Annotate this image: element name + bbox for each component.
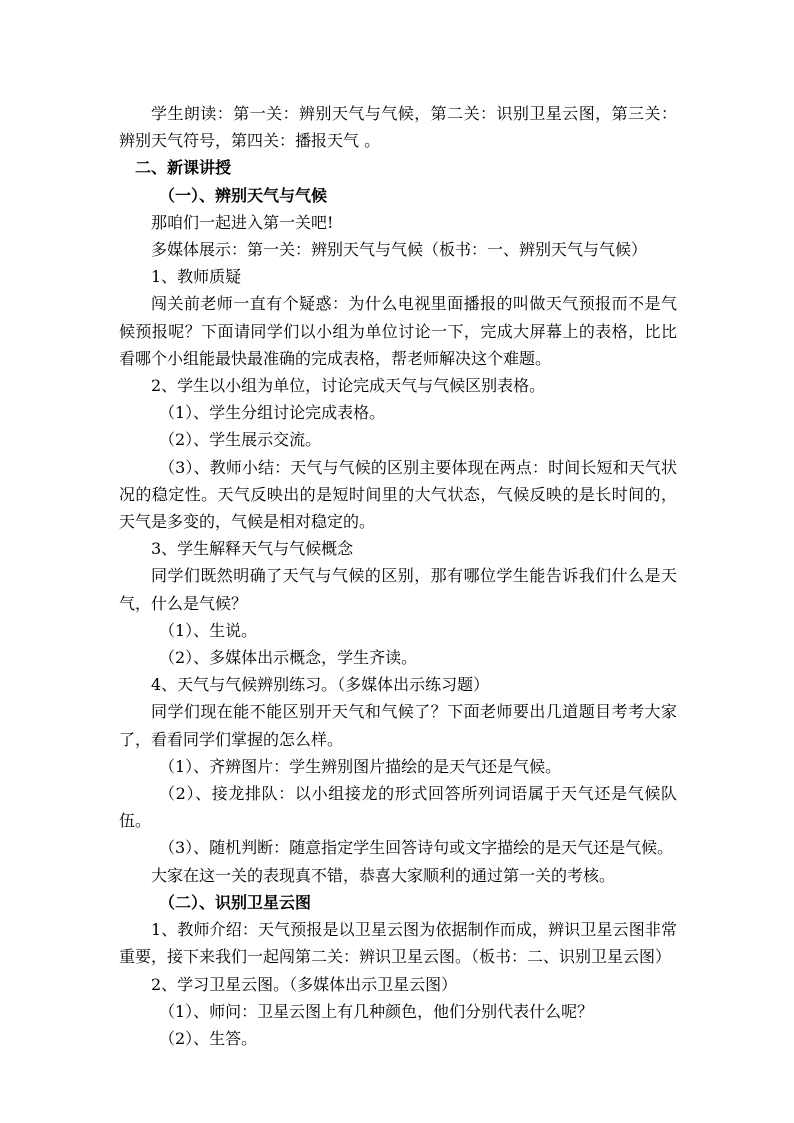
substep-student-share: （2）、学生展示交流。 xyxy=(159,430,322,450)
subsection-heading-weather-climate: （一）、辨别天气与气候 xyxy=(159,185,328,205)
substep-teacher-summary: （3）、教师小结：天气与气候的区别主要体现在两点：时间长短和天气状况的稳定性。天气反映出的是短时间里的大气状态，气候反映的是长时间的，天气是多变的，气候是相对稳定的。 xyxy=(119,457,677,532)
paragraph-teacher-doubt: 闯关前老师一直有个疑惑：为什么电视里面播报的叫做天气预报而不是气候预报呢？下面请同学们以小组为单位讨论一下，完成大屏幕上的表格，比比看哪个小组能最快最准确的完成表格，帮老师解决这个难题。 xyxy=(119,294,677,368)
document-body xyxy=(119,100,677,1052)
substep-read-concepts: （2）、多媒体出示概念，学生齐读。 xyxy=(159,648,418,668)
paragraph-1: 学生朗读：第一关：辨别天气与气候，第二关：识别卫星云图，第三关：辨别天气符号，第四关：播报天气 。 xyxy=(119,104,677,151)
paragraph-first-level-pass: 大家在这一关的表现真不错，恭喜大家顺利的通过第一关的考核。 xyxy=(151,865,616,885)
substep-random-judge: （3）、随机判断：随意指定学生回答诗句或文字描绘的是天气还是气候。 xyxy=(159,838,674,858)
step-exercise: 4、天气与气候辨别练习。（多媒体出示练习题） xyxy=(151,675,490,695)
substep-identify-pictures: （1）、齐辨图片：学生辨别图片描绘的是天气还是气候。 xyxy=(159,756,562,776)
paragraph-enter-first-level: 那咱们一起进入第一关吧! xyxy=(151,212,334,232)
subsection-heading-satellite-cloud: （二）、识别卫星云图 xyxy=(159,892,312,912)
step-teacher-question: 1、教师质疑 xyxy=(151,267,242,287)
substep-group-table: （1）、学生分组讨论完成表格。 xyxy=(159,403,386,423)
substep-relay-queue: （2）、接龙排队：以小组接龙的形式回答所列词语属于天气还是气候队伍。 xyxy=(119,784,677,831)
step-explain-concepts: 3、学生解释天气与气候概念 xyxy=(151,539,354,559)
paragraph-multimedia-first-level: 多媒体展示：第一关：辨别天气与气候（板书：一、辨别天气与气候） xyxy=(151,240,648,260)
paragraph-concept-question: 同学们既然明确了天气与气候的区别，那有哪位学生能告诉我们什么是天气，什么是气候？ xyxy=(119,566,677,613)
substep-student-answers: （2）、生答。 xyxy=(159,1028,258,1048)
section-heading-new-lesson: 二、新课讲授 xyxy=(135,158,232,178)
step-teacher-intro: 1、教师介绍：天气预报是以卫星云图为依据制作而成，辨识卫星云图非常重要，接下来我们一起闯第二关：辨识卫星云图。（板书：二、识别卫星云图） xyxy=(119,920,677,967)
substep-student-says: （1）、生说。 xyxy=(159,620,258,640)
step-group-discussion: 2、学生以小组为单位，讨论完成天气与气候区别表格。 xyxy=(151,376,546,396)
step-learn-cloud-image: 2、学习卫星云图。（多媒体出示卫星云图） xyxy=(151,974,458,994)
substep-teacher-asks: （1）、师问：卫星云图上有几种颜色，他们分别代表什么呢？ xyxy=(159,1001,594,1021)
paragraph-exercise-intro: 同学们现在能不能区别开天气和气候了？下面老师要出几道题目考考大家了，看看同学们掌握的怎么样。 xyxy=(119,702,677,749)
